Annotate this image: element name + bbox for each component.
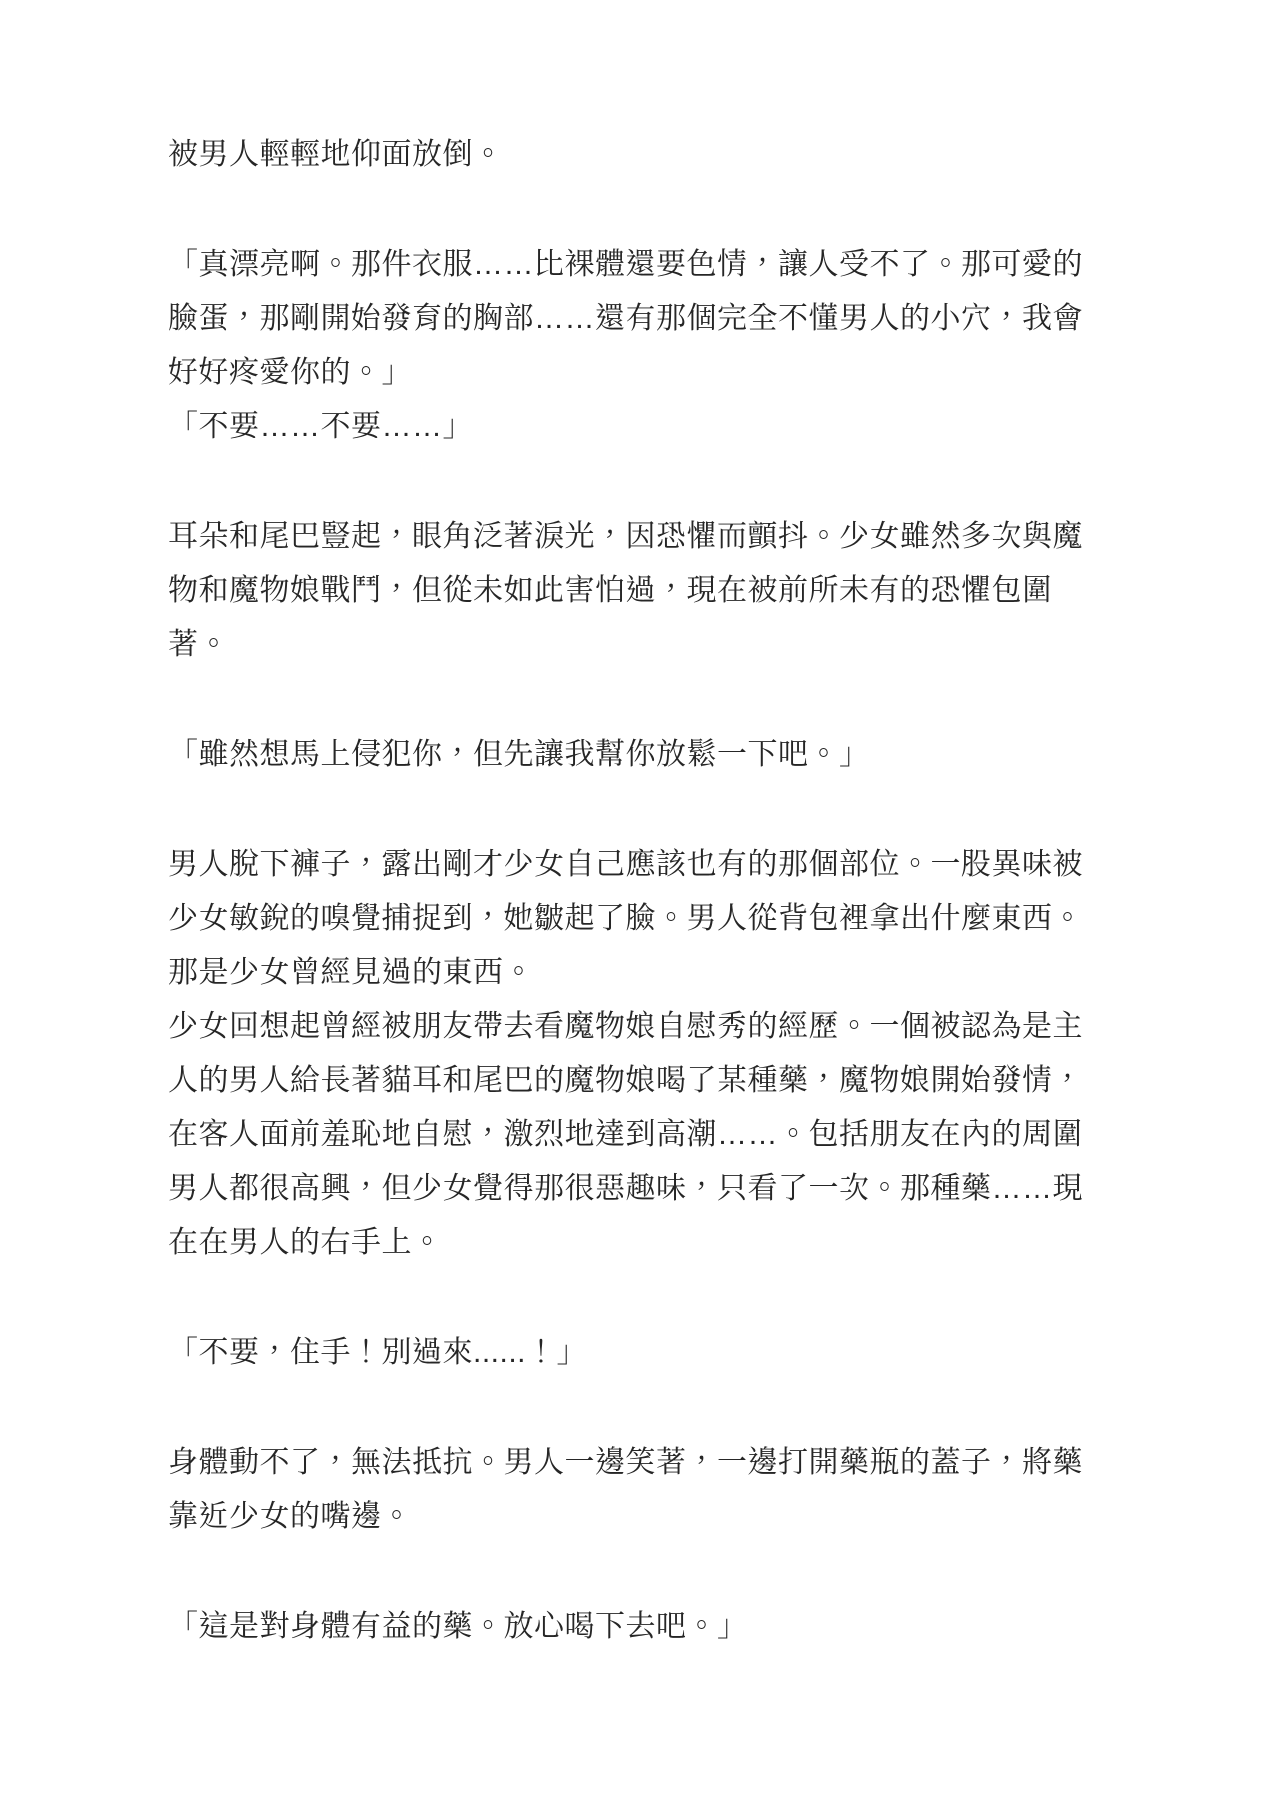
text-line: 「不要，住手！別過來......！」 (168, 1336, 588, 1369)
text-line: 「不要……不要……」 (168, 410, 473, 443)
paragraph-block (168, 1436, 1118, 1544)
text-line: 著。 (168, 628, 229, 661)
text-line: 身體動不了，無法抵抗。男人一邊笑著，一邊打開藥瓶的蓋子，將藥 (168, 1446, 1083, 1479)
paragraph-block (168, 510, 1118, 672)
text-line: 耳朵和尾巴豎起，眼角泛著淚光，因恐懼而顫抖。少女雖然多次與魔 (168, 520, 1083, 553)
paragraph-block (168, 128, 1118, 182)
text-line: 少女回想起曾經被朋友帶去看魔物娘自慰秀的經歷。一個被認為是主 (168, 1010, 1083, 1043)
text-line: 人的男人給長著貓耳和尾巴的魔物娘喝了某種藥，魔物娘開始發情， (168, 1064, 1083, 1097)
text-line: 那是少女曾經見過的東西。 (168, 956, 534, 989)
paragraph-block (168, 728, 1118, 782)
paragraph-block (168, 838, 1118, 1270)
text-line: 男人都很高興，但少女覺得那很惡趣味，只看了一次。那種藥……現 (168, 1172, 1083, 1205)
text-line: 靠近少女的嘴邊。 (168, 1500, 412, 1533)
text-line: 男人脫下褲子，露出剛才少女自己應該也有的那個部位。一股異味被 (168, 848, 1083, 881)
text-line: 少女敏銳的嗅覺捕捉到，她皺起了臉。男人從背包裡拿出什麼東西。 (168, 902, 1083, 935)
text-line: 在在男人的右手上。 (168, 1226, 443, 1259)
text-line: 「這是對身體有益的藥。放心喝下去吧。」 (168, 1610, 748, 1643)
paragraph-block (168, 238, 1118, 454)
text-line: 「雖然想馬上侵犯你，但先讓我幫你放鬆一下吧。」 (168, 738, 870, 771)
text-line: 在客人面前羞恥地自慰，激烈地達到高潮……。包括朋友在內的周圍 (168, 1118, 1083, 1151)
text-line: 「真漂亮啊。那件衣服……比裸體還要色情，讓人受不了。那可愛的 (168, 248, 1083, 281)
text-content (168, 128, 1118, 1654)
text-line: 被男人輕輕地仰面放倒。 (168, 138, 504, 171)
text-line: 物和魔物娘戰鬥，但從未如此害怕過，現在被前所未有的恐懼包圍 (168, 574, 1053, 607)
paragraph-block (168, 1326, 1118, 1380)
paragraph-block (168, 1600, 1118, 1654)
text-line: 好好疼愛你的。」 (168, 356, 412, 389)
text-line: 臉蛋，那剛開始發育的胸部……還有那個完全不懂男人的小穴，我會 (168, 302, 1083, 335)
